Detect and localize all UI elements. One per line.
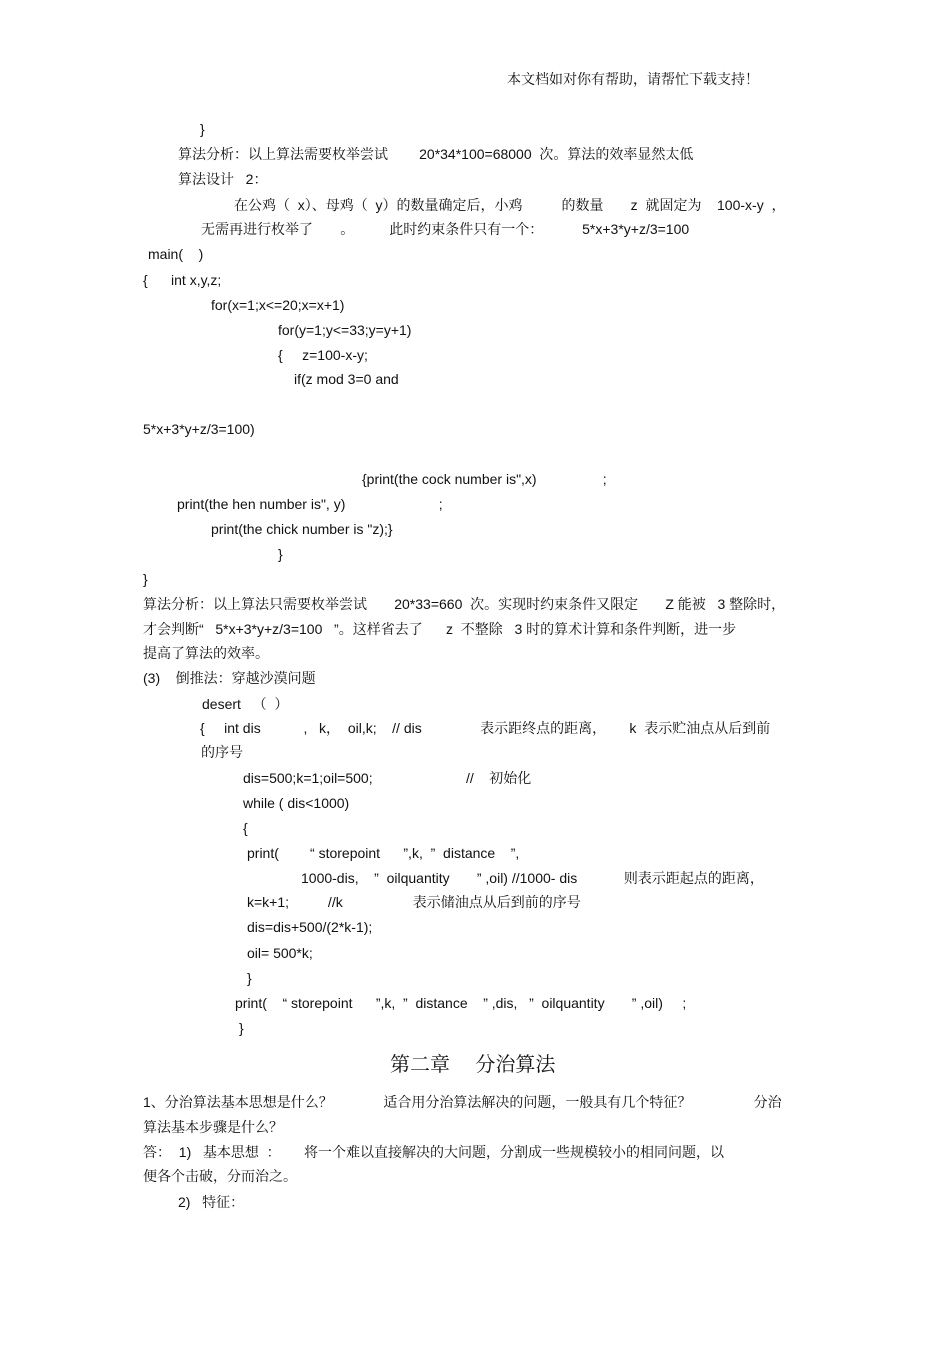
- code-line: print(the hen number is", y) ;: [177, 496, 443, 512]
- text-line: 算法设计 2：: [178, 171, 268, 187]
- code-line: if(z mod 3=0 and: [294, 371, 399, 387]
- code-line: 1000-dis, ” oilquantity ” ,oil) //1000- dis 则表示距起点的距离，: [301, 870, 764, 886]
- code-line: {print(the cock number is",x) ;: [362, 471, 607, 487]
- code-line: }: [247, 970, 252, 986]
- code-line: print( “ storepoint ”,k, ” distance ” ,dis, ” oilquantity ” ,oil) ;: [235, 995, 687, 1011]
- code-line: }: [278, 546, 283, 562]
- text-line: 1、分治算法基本思想是什么？ 适合用分治算法解决的问题，一般具有几个特征？ 分治: [143, 1094, 782, 1110]
- code-line: print(the chick number is "z);}: [211, 521, 393, 537]
- code-line: { int dis , k， oil,k; // dis 表示距终点的距离， k 表示贮油点从后到前: [200, 720, 771, 736]
- code-line: dis=dis+500/(2*k-1);: [247, 919, 373, 935]
- code-line: { z=100-x-y;: [278, 347, 368, 363]
- code-line: 5*x+3*y+z/3=100): [143, 421, 255, 437]
- text-line: (3) 倒推法：穿越沙漠问题: [143, 670, 316, 686]
- header-notice: 本文档如对你有帮助，请帮忙下载支持！: [507, 72, 759, 88]
- code-line: }: [239, 1020, 244, 1036]
- text-line: 答： 1) 基本思想 ： 将一个难以直接解决的大问题，分割成一些规模较小的相同问题，以: [143, 1144, 725, 1160]
- code-line: for(x=1;x<=20;x=x+1): [211, 297, 345, 313]
- code-line: {: [243, 820, 248, 836]
- code-line: { int x,y,z;: [143, 272, 222, 288]
- text-line: 算法基本步骤是什么？: [143, 1119, 283, 1135]
- code-line: while ( dis<1000): [243, 795, 350, 811]
- code-line: print( “ storepoint ”,k, ” distance ”,: [247, 845, 520, 861]
- text-line: 2) 特征：: [178, 1194, 245, 1210]
- code-line: for(y=1;y<=33;y=y+1): [278, 322, 412, 338]
- code-line: oil= 500*k;: [247, 945, 313, 961]
- text-line: 在公鸡（ x）、母鸡（ y）的数量确定后，小鸡 的数量 z 就固定为 100-x-y ，: [234, 197, 786, 213]
- code-line: k=k+1; //k 表示储油点从后到前的序号: [247, 894, 581, 910]
- text-line: 算法分析：以上算法需要枚举尝试 20*34*100=68000 次。算法的效率显然太低: [178, 146, 694, 162]
- text-line: 才会判断“ 5*x+3*y+z/3=100 ”。这样省去了 z 不整除 3 时的算术计算和条件判断，进一步: [143, 621, 737, 637]
- text-line: 便各个击破，分而治之。: [143, 1168, 297, 1184]
- code-line: 的序号: [201, 744, 243, 760]
- code-line: }: [200, 121, 205, 137]
- code-line: desert （ ）: [202, 696, 289, 712]
- text-line: 算法分析：以上算法只需要枚举尝试 20*33=660 次。实现时约束条件又限定 Z 能被 3 整除时，: [143, 596, 786, 612]
- code-line: dis=500;k=1;oil=500; // 初始化: [243, 770, 532, 786]
- text-line: 提高了算法的效率。: [143, 645, 269, 661]
- chapter-title: 第二章 分治算法: [390, 1052, 556, 1076]
- text-line: 无需再进行枚举了 。 此时约束条件只有一个： 5*x+3*y+z/3=100: [201, 221, 690, 237]
- code-line: }: [143, 571, 148, 587]
- code-line: main( ): [148, 246, 204, 262]
